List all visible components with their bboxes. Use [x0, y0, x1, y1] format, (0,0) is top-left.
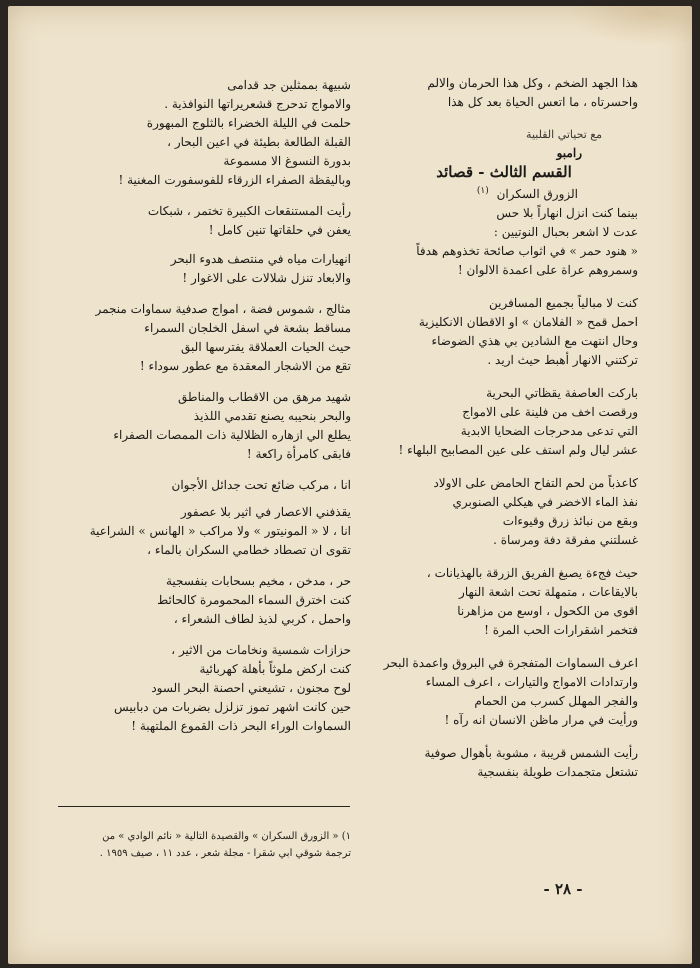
verse-line: كنت اخترق السماء المحمومرة كالحائط: [157, 593, 351, 607]
verse-line: حيث فجءة يصبغ الفريق الزرقة بالهذيانات ،: [426, 566, 638, 580]
intro-block: [370, 74, 638, 112]
right-column: [370, 74, 638, 782]
verse-line: انهيارات مياه في منتصف هدوء البحر: [170, 252, 351, 266]
stanza: [56, 572, 351, 629]
verse-line: مثالج ، شموس فضة ، امواج صدفية سماوات منجمر: [95, 302, 351, 316]
verse-line: كنت لا مبالياً بجميع المسافرين: [488, 296, 638, 310]
stanza: [370, 204, 638, 280]
stanza: [56, 76, 351, 190]
verse-line: تركتني الانهار أهبط حيث اريد .: [487, 353, 638, 367]
verse-line: مساقط بشعة في اسفل الخلجان السمراء: [144, 321, 351, 335]
stanza: [370, 474, 638, 550]
verse-line: والفجر المهلل كسرب من الحمام: [474, 694, 638, 708]
verse-line: عدت لا اشعر بحبال النوتيين :: [493, 225, 638, 239]
verse-line: « هنود حمر » في اثواب صائحة تخذوهم هدفاً: [416, 244, 638, 258]
verse-line: شهيد مرهق من الاقطاب والمناطق: [178, 390, 351, 404]
text-line: واحسرتاه ، ما اتعس الحياة بعد كل هذا: [447, 95, 638, 109]
stanza: [370, 564, 638, 640]
stanza: [370, 294, 638, 370]
verse-line: ورأيت في مرار ماظن الانسان انه رآه !: [444, 713, 638, 727]
verse-line: يطلع الي ازهاره الظلالية ذات الممصات الصفراء: [113, 428, 351, 442]
signoff: مع تحياتي القلبية: [526, 128, 602, 141]
right-stanzas: [370, 204, 638, 782]
author-name: رامبو: [556, 146, 582, 160]
verse-line: وبقع من نبائذ زرق وقيوءات: [502, 514, 638, 528]
verse-line: القبلة الطالعة بطيئة في اعين البحار ،: [167, 135, 351, 149]
verse-line: كاعذباً من لحم التفاح الحامض على الاولاد: [433, 476, 638, 490]
verse-line: فابقى كامرأة راكعة !: [246, 447, 351, 461]
page-number: - ٢٨ -: [543, 880, 583, 898]
verse-line: شبيهة بممثلين جد قدامى: [227, 78, 351, 92]
verse-line: بالايقاعات ، متمهلة تحت اشعة النهار: [459, 585, 638, 599]
verse-line: يقذفني الاعصار في اثير بلا عصفور: [180, 505, 351, 519]
verse-line: رأيت المستنقعات الكبيرة تختمر ، شبكات: [147, 204, 351, 218]
verse-line: اعرف السماوات المتفجرة في البروق واعمدة البحر: [383, 656, 638, 670]
stanza: [56, 388, 351, 464]
stanza: [56, 503, 351, 560]
left-column: [56, 76, 351, 736]
verse-line: تقع من الاشجار المعقدة مع عطور سوداء !: [139, 359, 351, 373]
stanza: [56, 202, 351, 240]
verse-line: غسلتني مفرقة دفة ومرساة .: [493, 533, 638, 547]
verse-line: بينما كنت انزل انهاراً بلا حس: [496, 206, 638, 220]
footnote: [56, 828, 351, 862]
stanza: [56, 476, 351, 495]
verse-line: التي تدعى مدحرجات الضحايا الابدية: [460, 424, 638, 438]
verse-line: والبحر بنحيبه يصنع تقدمي اللذيذ: [193, 409, 351, 423]
verse-line: ورقصت اخف من فلينة على الامواج: [462, 405, 638, 419]
footnote-line: ترجمة شوقي ابي شقرا - مجلة شعر ، عدد ١١ ، صيف ١٩٥٩ .: [99, 848, 351, 859]
paper-stain: [568, 6, 692, 46]
verse-line: يعفن في حلقاتها تنين كامل !: [208, 223, 351, 237]
page: [8, 6, 692, 964]
stanza: [56, 300, 351, 376]
footnote-line: ١) « الزورق السكران » والقصيدة التالية « نائم الوادي » من: [102, 831, 351, 842]
verse-line: احمل قمح « الفلامان » او الاقطان الانكليزية: [418, 315, 638, 329]
verse-line: حلمت في الليلة الخضراء بالثلوج المبهورة: [146, 116, 351, 130]
left-stanzas: [56, 76, 351, 736]
verse-line: تشتعل متجمدات طويلة بنفسجية: [477, 765, 638, 779]
verse-line: وسمروهم عراة على اعمدة الالوان !: [457, 263, 638, 277]
section-title: القسم الثالث - قصائد: [436, 163, 572, 181]
verse-line: انا ، مركب ضائع تحت جدائل الأجوان: [171, 478, 351, 492]
verse-line: بدورة النسوغ الا مسموعة: [223, 154, 351, 168]
stanza: [370, 654, 638, 730]
verse-line: باركت العاصفة يقظاتي البحرية: [486, 386, 638, 400]
verse-line: نفذ الماء الاخضر في هيكلي الصنوبري: [452, 495, 638, 509]
poem-title-text: الزورق السكران: [496, 187, 578, 201]
stanza: [56, 641, 351, 736]
verse-line: والامواج تدحرج قشعريراتها النوافذية .: [164, 97, 351, 111]
poem-title: [370, 182, 638, 204]
verse-line: عشر ليال ولم استف على عين المصابيح البلهاء !: [398, 443, 638, 457]
verse-line: لوح مجنون ، تشيعني احصنة البحر السود: [151, 681, 351, 695]
verse-line: حيث الحيات العملاقة يفترسها البق: [181, 340, 351, 354]
footnote-divider: [58, 806, 350, 807]
stanza: [370, 744, 638, 782]
stanza: [56, 250, 351, 288]
verse-line: السماوات الوراء البحر ذات القموع الملتهبة !: [131, 719, 351, 733]
verse-line: تقوى ان تصطاد خطامي السكران بالماء ،: [147, 543, 351, 557]
verse-line: وحال انتهت مع الشادين بي هذي الضوضاء: [431, 334, 638, 348]
verse-line: حزازات شمسية ونخامات من الاثير ،: [171, 643, 351, 657]
verse-line: حر ، مدخن ، مخيم بسحابات بنفسجية: [165, 574, 351, 588]
verse-line: كنت اركض ملوثاً بأهلة كهربائية: [199, 662, 351, 676]
footnote-ref: (١): [476, 186, 489, 196]
verse-line: واحمل ، كربي لذيذ لطاف الشعراء ،: [173, 612, 351, 626]
verse-line: حين كانت اشهر تموز تزلزل بضربات من دبابيس: [114, 700, 351, 714]
stanza: [370, 384, 638, 460]
verse-line: اقوى من الكحول ، اوسع من مزاهرنا: [457, 604, 638, 618]
verse-line: وارتدادات الامواج والتيارات ، اعرف المساء: [425, 675, 638, 689]
verse-line: فتخمر اشقرارات الحب المرة !: [484, 623, 638, 637]
text-line: هذا الجهد الضخم ، وكل هذا الحرمان والالم: [427, 76, 638, 90]
verse-line: وباليقظة الصفراء الزرقاء للفوسفورت المغنية !: [118, 173, 351, 187]
verse-line: انا ، لا « المونيتور » ولا مراكب « الهانس » الشراعية: [89, 524, 351, 538]
verse-line: رأيت الشمس قريبة ، مشوبة بأهوال صوفية: [424, 746, 638, 760]
verse-line: والابعاد تنزل شلالات على الاغوار !: [182, 271, 351, 285]
